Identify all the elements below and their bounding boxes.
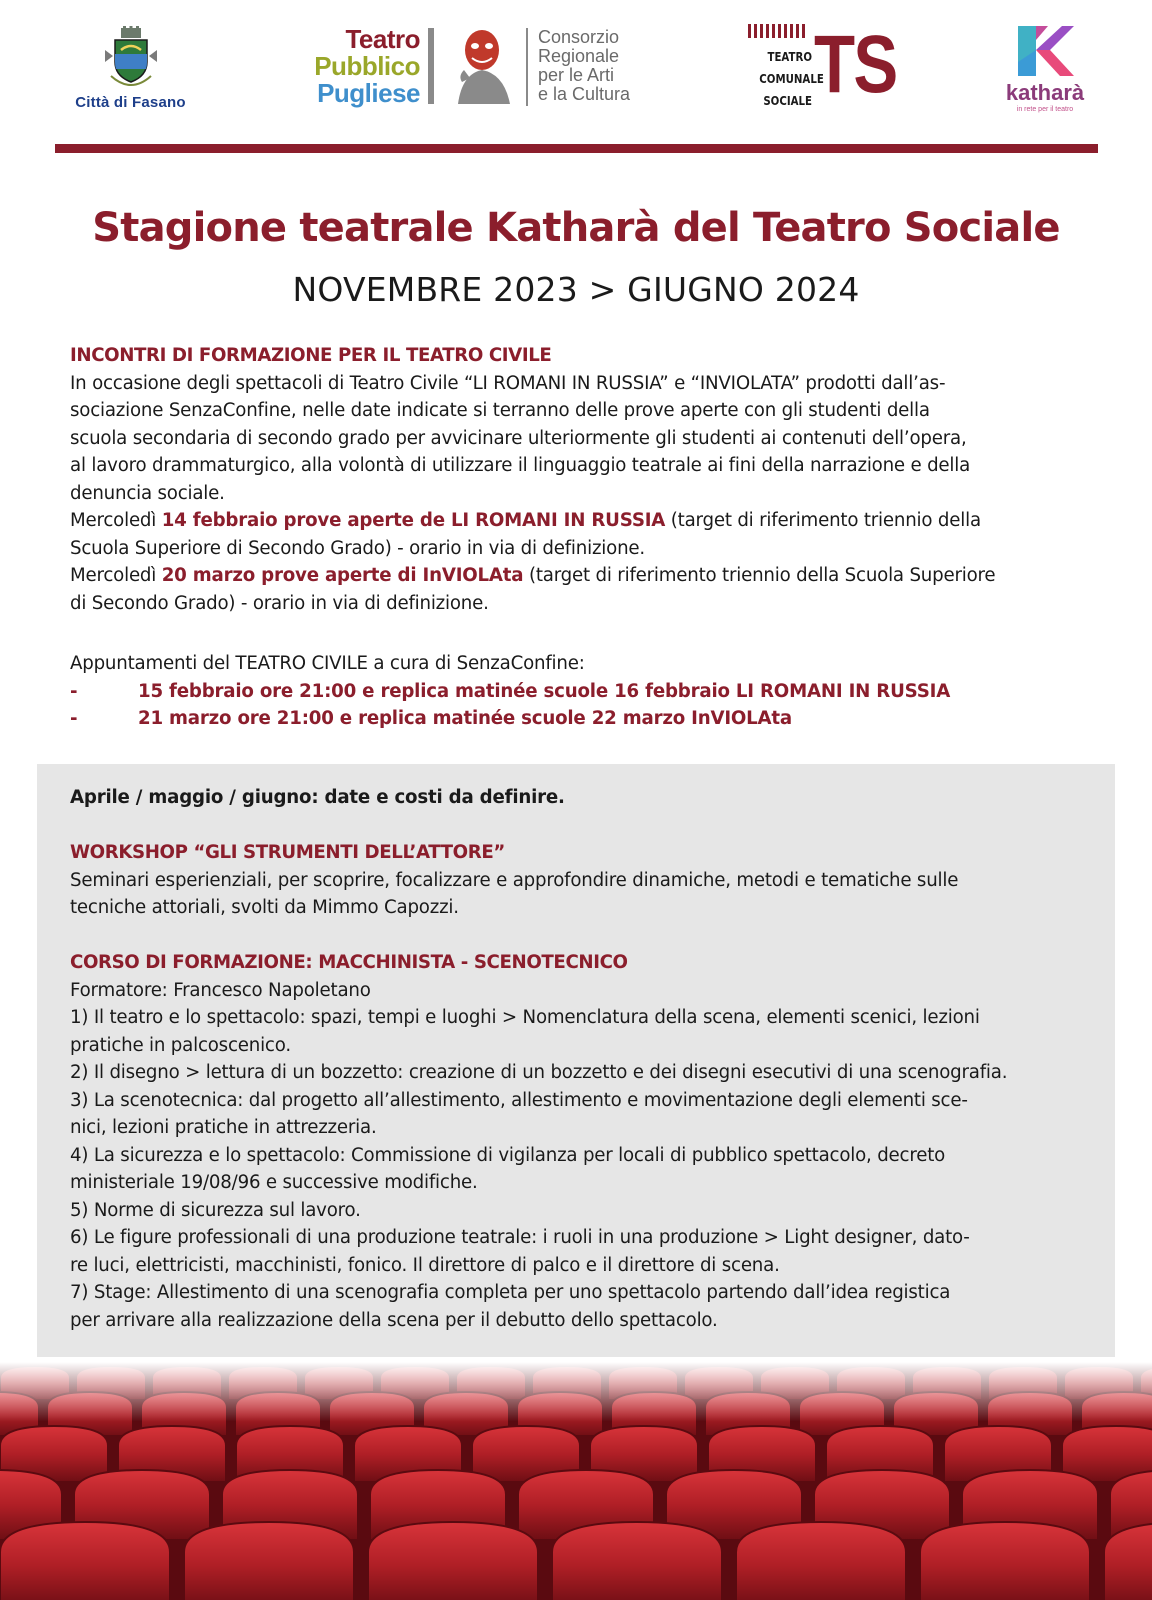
cons-line2: Regionale [538, 46, 620, 66]
info-box-content [70, 784, 1090, 1334]
date2-highlight: 20 marzo prove aperte di InVIOLAta [161, 565, 524, 586]
kathara-tagline: in rete per il teatro [1016, 106, 1074, 113]
ts-line1: TEATRO [767, 50, 812, 64]
corso-heading: CORSO DI FORMAZIONE: MACCHINISTA - SCENOTECNICO [70, 952, 628, 973]
k-logo-icon [1012, 22, 1078, 80]
ts-stripes [748, 24, 808, 38]
incontri-intro-line: sociazione SenzaConfine, nelle date indicate si terranno delle prove aperte con gli studenti della [70, 400, 930, 421]
logo-teatro-pubblico-pugliese [300, 26, 660, 111]
date1-line [70, 507, 1090, 535]
spacer [70, 812, 1090, 840]
cons-line1: Consorzio [538, 27, 620, 47]
cons-line3: per le Arti [538, 65, 615, 85]
date1-highlight: 14 febbraio prove aperte de LI ROMANI IN RUSSIA [161, 510, 666, 531]
logo-citta-di-fasano [58, 26, 203, 116]
incontri-section [70, 342, 1090, 617]
corso-line: 6) Le figure professionali di una produzione teatrale: i ruoli in una produzione > Light designer, dato- [70, 1227, 970, 1248]
tpp-divider-thin [526, 28, 528, 106]
tpp-line1: Teatro [345, 24, 420, 54]
corso-line: 2) Il disegno > lettura di un bozzetto: creazione di un bozzetto e dei disegni esecutivi di una scenografia. [70, 1062, 1008, 1083]
workshop-line: tecniche attoriali, svolti da Mimmo Capozzi. [70, 897, 459, 918]
corso-line: per arrivare alla realizzazione della scena per il debutto dello spettacolo. [70, 1309, 718, 1331]
header-rule [55, 144, 1098, 153]
incontri-intro-line: In occasione degli spettacoli di Teatro Civile “LI ROMANI IN RUSSIA” e “INVIOLATA” prodotti dall’as- [70, 372, 946, 394]
coat-of-arms-icon [101, 26, 161, 92]
appuntamento-text: 15 febbraio ore 21:00 e replica matinée scuole 16 febbraio LI ROMANI IN RUSSIA [138, 680, 951, 702]
appuntamento-item [70, 705, 1090, 733]
tpp-divider [428, 28, 434, 104]
date2-pre: Mercoledì [70, 565, 162, 586]
incontri-heading: INCONTRI DI FORMAZIONE PER IL TEATRO CIVILE [70, 345, 552, 366]
corso-line: 5) Norme di sicurezza sul lavoro. [70, 1199, 361, 1221]
spacer [70, 922, 1090, 950]
tpp-line2: Pubblico [314, 51, 420, 81]
appuntamenti-section [70, 650, 1090, 733]
page-title: Stagione teatrale Katharà del Teatro Sociale [92, 205, 1060, 251]
consorzio-text [538, 28, 630, 104]
dash-bullet: - [70, 708, 78, 729]
corso-line: 1) Il teatro e lo spettacolo: spazi, tempi e luoghi > Nomenclatura della scena, elementi scenici, lezioni [70, 1007, 980, 1028]
corso-line: 3) La scenotecnica: dal progetto all’allestimento, allestimento e movimentazione degli elementi sce- [70, 1089, 968, 1111]
incontri-intro-line: denuncia sociale. [70, 482, 225, 504]
date1-pre: Mercoledì [70, 510, 162, 531]
dash-bullet: - [70, 680, 78, 702]
corso-line: pratiche in palcoscenico. [70, 1034, 291, 1056]
ts-line2: COMUNALE [759, 72, 824, 86]
corso-line: 7) Stage: Allestimento di una scenografia completa per uno spettacolo partendo dall’idea registica [70, 1282, 951, 1303]
page-subtitle: NOVEMBRE 2023 > GIUGNO 2024 [292, 270, 860, 309]
ts-line3: SOCIALE [763, 94, 812, 108]
date1-post: (target di riferimento triennio della [665, 510, 981, 531]
fasano-name: Città di Fasano [75, 94, 186, 111]
logo-teatro-comunale-sociale [748, 19, 897, 110]
date2-line2: di Secondo Grado) - orario in via di definizione. [70, 592, 489, 614]
date2-line [70, 562, 1090, 590]
corso-formatore: Formatore: Francesco Napoletano [70, 979, 371, 1001]
incontri-intro-line: al lavoro drammaturgico, alla volontà di utilizzare il linguaggio teatrale ai fini della narrazione e della [70, 455, 971, 476]
date2-post: (target di riferimento triennio della Scuola Superiore [523, 565, 996, 586]
workshop-heading: WORKSHOP “GLI STRUMENTI DELL’ATTORE” [70, 842, 505, 863]
corso-line: nici, lezioni pratiche in attrezzeria. [70, 1117, 377, 1138]
theatre-mask-icon [450, 26, 516, 106]
red-theatre-seats-photo [0, 1362, 1152, 1600]
date1-line2: Scuola Superiore di Secondo Grado) - orario in via di definizione. [70, 537, 645, 559]
cons-line4: e la Cultura [538, 84, 631, 104]
dates-note: Aprile / maggio / giugno: date e costi da definire. [70, 787, 565, 808]
ts-mark: TS [814, 19, 897, 110]
tpp-wordmark [300, 26, 420, 107]
ts-words [759, 46, 824, 112]
appuntamenti-intro: Appuntamenti del TEATRO CIVILE a cura di SenzaConfine: [70, 653, 585, 674]
logo-kathara [990, 22, 1100, 114]
appuntamento-text: 21 marzo ore 21:00 e replica matinée scuole 22 marzo InVIOLAta [138, 708, 793, 729]
corso-line: ministeriale 19/08/96 e successive modifiche. [70, 1172, 478, 1193]
corso-line: re luci, elettricisti, macchinisti, fonico. Il direttore di palco e il direttore di scena. [70, 1254, 780, 1276]
incontri-intro-line: scuola secondaria di secondo grado per avvicinare ulteriormente gli studenti ai contenuti dell’opera, [70, 427, 967, 449]
workshop-line: Seminari esperienziali, per scoprire, focalizzare e approfondire dinamiche, metodi e tematiche sulle [70, 869, 959, 891]
corso-line: 4) La sicurezza e lo spettacolo: Commissione di vigilanza per locali di pubblico spettacolo, decreto [70, 1144, 946, 1166]
tpp-line3: Pugliese [317, 78, 420, 108]
appuntamento-item [70, 678, 1090, 706]
kathara-name: katharà [1005, 80, 1085, 105]
